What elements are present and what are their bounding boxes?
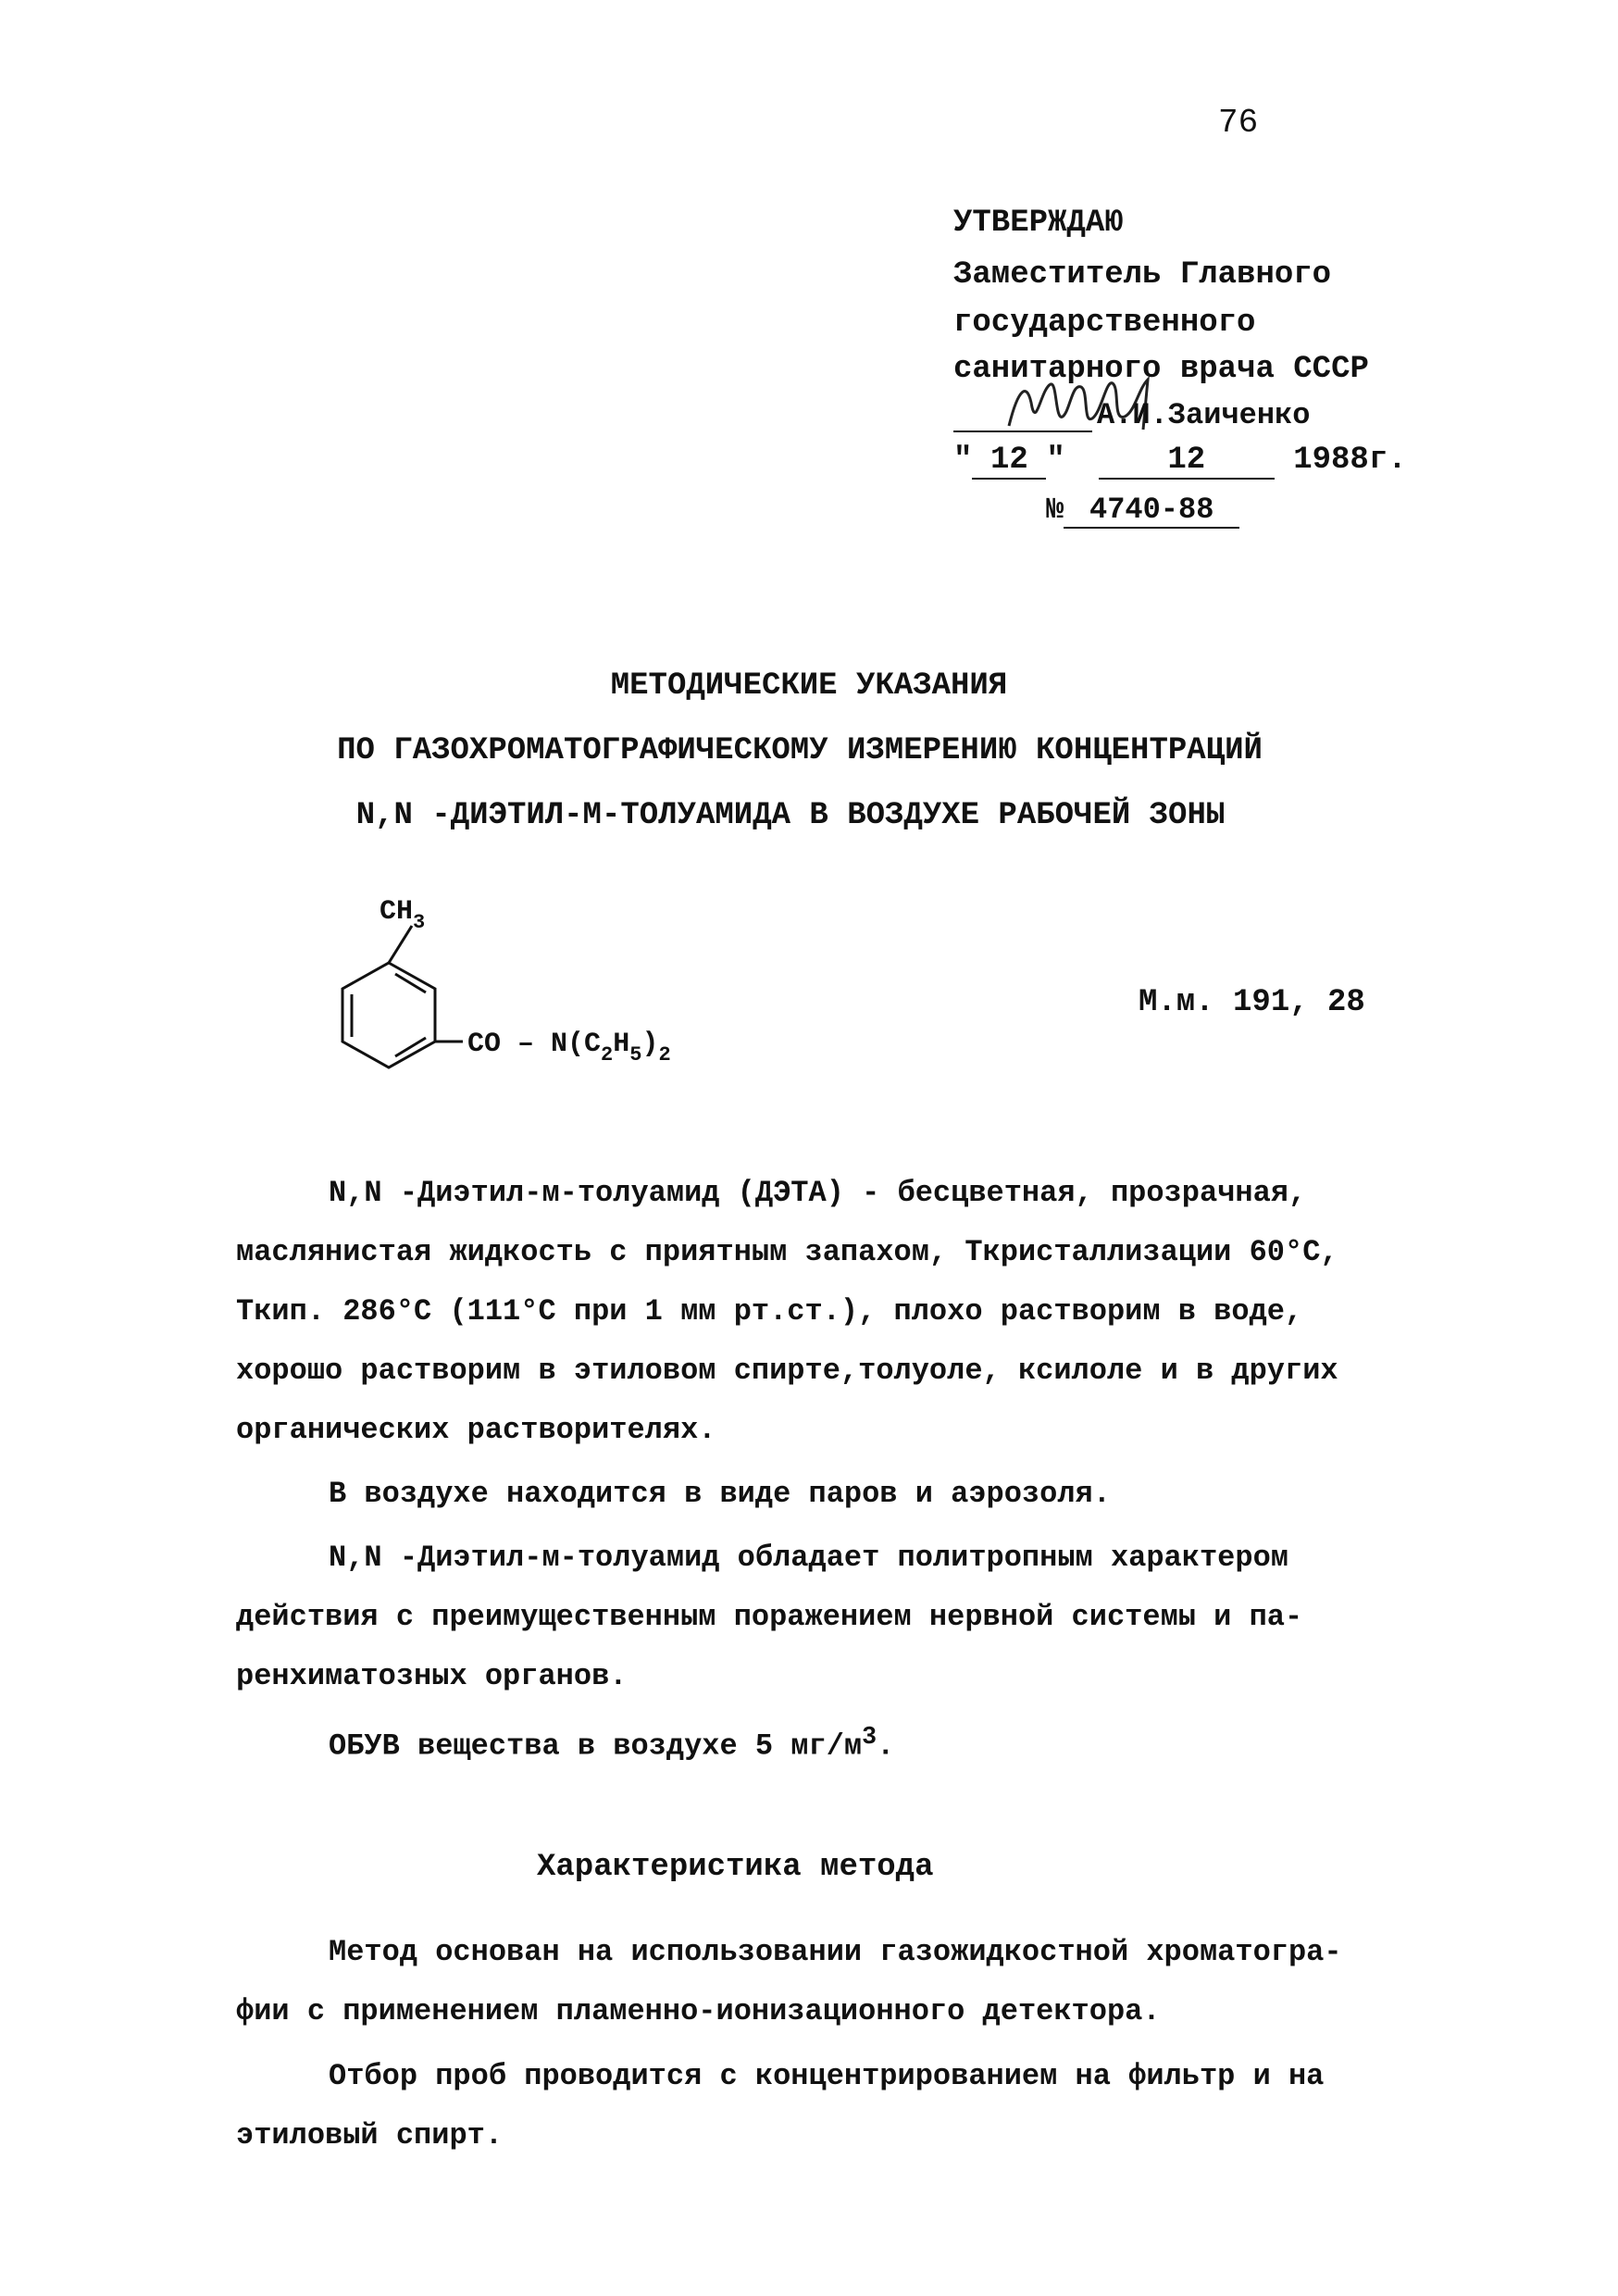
svg-text:CO – N(C2H5)2: [467, 1029, 671, 1067]
exposure-limit-superscript: 3: [862, 1724, 877, 1752]
body-text-line: фии с применением пламенно-ионизационного детектора.: [236, 1994, 1161, 2028]
body-text-line: хорошо растворим в этиловом спирте,толуоле, ксилоле и в других: [236, 1354, 1338, 1388]
amide-subscript-1: 2: [601, 1043, 614, 1067]
body-text-line: действия с преимущественным поражением нервной системы и па-: [236, 1600, 1303, 1634]
amide-label: CO – N(C: [467, 1029, 602, 1060]
molar-mass: М.м. 191, 28: [1139, 985, 1365, 1020]
methyl-bond: [389, 926, 412, 963]
section-heading: Характеристика метода: [537, 1850, 934, 1885]
title-line-2: ПО ГАЗОХРОМАТОГРАФИЧЕСКОМУ ИЗМЕРЕНИЮ КОНЦЕНТРАЦИЙ: [337, 733, 1263, 768]
title-line-1: МЕТОДИЧЕСКИЕ УКАЗАНИЯ: [610, 668, 1008, 704]
body-text-line: этиловый спирт.: [236, 2118, 504, 2152]
signer-name: А.И.Заиченко: [1097, 398, 1311, 432]
benzene-ring: [342, 963, 435, 1067]
date-year: 1988: [1293, 443, 1369, 478]
title-line-3: N,N -ДИЭТИЛ-М-ТОЛУАМИДА В ВОЗДУХЕ РАБОЧЕЙ ЗОНЫ: [355, 798, 1226, 833]
page-number: 76: [1218, 104, 1259, 142]
amide-close: ): [641, 1029, 659, 1060]
amide-hydrogen: H: [613, 1029, 630, 1060]
document-number: [1046, 493, 1239, 529]
exposure-limit-text: ОБУВ вещества в воздухе 5 мг/м: [329, 1728, 863, 1764]
svg-text:CH3: [380, 896, 425, 934]
date-suffix: г.: [1368, 443, 1407, 478]
approval-heading: УТВЕРЖДАЮ: [953, 206, 1124, 241]
number-sign: №: [1046, 493, 1064, 527]
body-text-line: N,N -Диэтил-м-толуамид (ДЭТА) - бесцветная, прозрачная,: [329, 1176, 1307, 1210]
date-month: 12: [1099, 443, 1275, 480]
body-text-line: ренхиматозных органов.: [236, 1659, 628, 1693]
body-text-line: Ткип. 286°С (111°С при 1 мм рт.ст.), плохо растворим в воде,: [236, 1294, 1303, 1329]
approver-title-line-1: Заместитель Главного: [953, 257, 1332, 293]
amide-subscript-2: 5: [629, 1043, 642, 1067]
body-text-line: N,N -Диэтил-м-толуамид обладает политропным характером: [329, 1541, 1288, 1575]
number-value: 4740-88: [1064, 493, 1239, 529]
amide-subscript-3: 2: [658, 1043, 671, 1067]
methyl-label: CH: [380, 896, 414, 928]
body-text-line: Отбор проб проводится с концентрированием на фильтр и на: [329, 2059, 1325, 2093]
body-text-line: органических растворителях.: [236, 1413, 716, 1447]
methyl-subscript: 3: [413, 911, 426, 934]
body-text-line: Метод основан на использовании газожидкостной хроматогра-: [329, 1935, 1342, 1969]
approver-title-line-3: санитарного врача СССР: [953, 352, 1369, 387]
body-text-line: В воздухе находится в виде паров и аэрозоля.: [329, 1477, 1111, 1511]
approver-title-line-2: государственного: [953, 306, 1256, 341]
exposure-limit-line: [329, 1724, 894, 1764]
structural-formula: [305, 889, 787, 1111]
approval-date: " 12 " 12 1988г.: [953, 443, 1407, 478]
exposure-limit-end: .: [877, 1728, 895, 1764]
date-day: 12: [972, 443, 1046, 480]
body-text-line: маслянистая жидкость с приятным запахом, Ткристаллизации 60°С,: [236, 1235, 1338, 1269]
